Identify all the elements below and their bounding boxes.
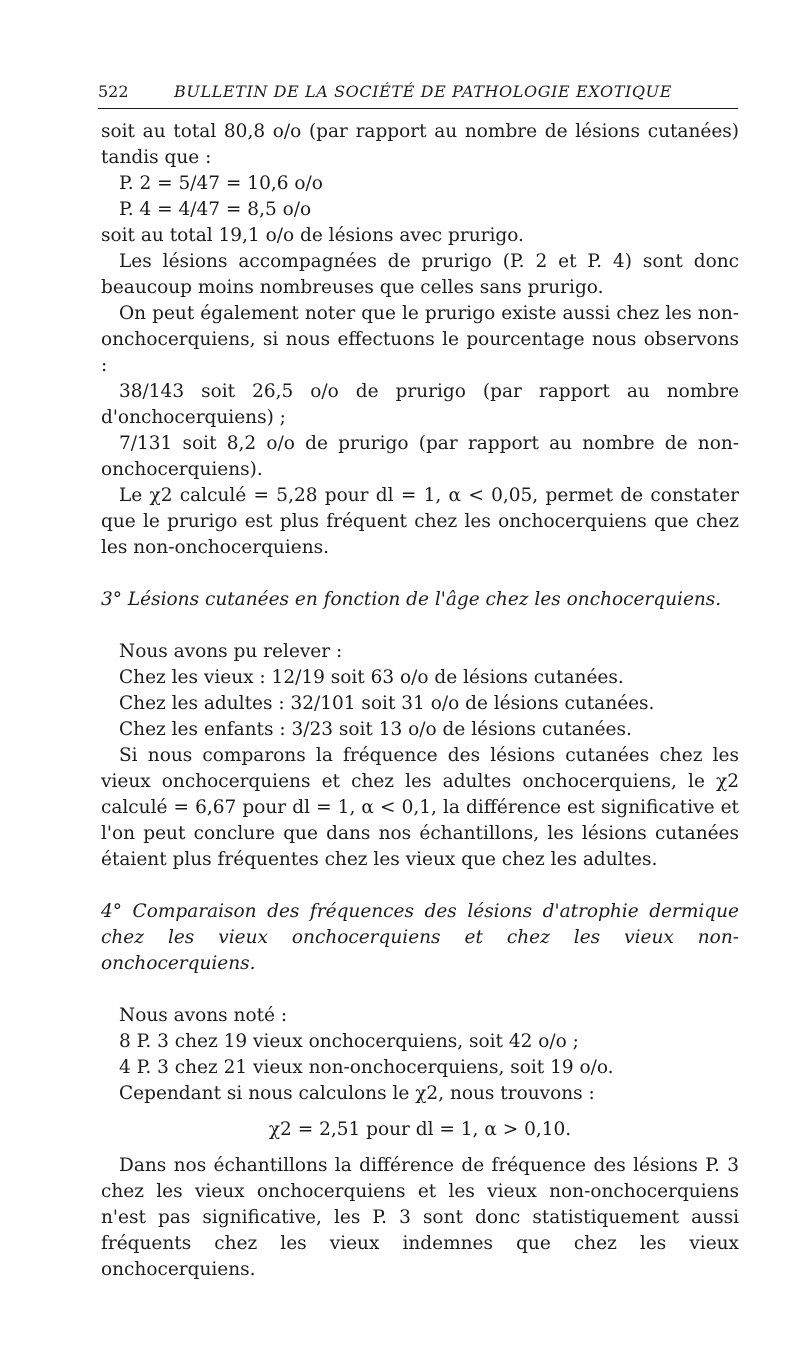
page-number: 522 bbox=[98, 82, 129, 101]
equation-line: χ2 = 2,51 pour dl = 1, α > 0,10. bbox=[268, 1119, 572, 1140]
equation-line: P. 2 = 5/47 = 10,6 o/o bbox=[119, 173, 323, 194]
paragraph: 38/143 soit 26,5 o/o de prurigo (par rapport au nombre d'onchocerquiens) ; bbox=[101, 381, 739, 428]
paragraph: Nous avons pu relever : bbox=[119, 641, 343, 662]
paragraph: Si nous comparons la fréquence des lésions cutanées chez les vieux onchocerquiens et chez les adultes onchocerquiens, le χ2 calculé = 6,67 pour dl = 1, α < 0,1, la différence est significative et l'on peut conclure que dans nos échantillons, les lésions cutanées étaient plus fréquentes chez les vieux que chez les adultes. bbox=[101, 745, 739, 870]
section-heading: 4° Comparaison des fréquences des lésions d'atrophie dermique chez les vieux onchocerquiens et chez les vieux non-onchocerquiens. bbox=[101, 901, 739, 974]
running-header bbox=[98, 82, 738, 109]
section-heading: 3° Lésions cutanées en fonction de l'âge chez les onchocerquiens. bbox=[101, 589, 722, 610]
list-item: Chez les vieux : 12/19 soit 63 o/o de lésions cutanées. bbox=[119, 667, 624, 688]
body-text bbox=[101, 119, 739, 1283]
paragraph: soit au total 19,1 o/o de lésions avec prurigo. bbox=[101, 225, 524, 246]
paragraph: 7/131 soit 8,2 o/o de prurigo (par rapport au nombre de non-onchocerquiens). bbox=[101, 433, 739, 480]
paragraph: Nous avons noté : bbox=[119, 1005, 288, 1026]
list-item: 8 P. 3 chez 19 vieux onchocerquiens, soit 42 o/o ; bbox=[119, 1031, 579, 1052]
list-item: 4 P. 3 chez 21 vieux non-onchocerquiens, soit 19 o/o. bbox=[119, 1057, 614, 1078]
paragraph: On peut également noter que le prurigo existe aussi chez les non-onchocerquiens, si nous effectuons le pourcentage nous observons : bbox=[101, 303, 739, 376]
journal-title: BULLETIN DE LA SOCIÉTÉ DE PATHOLOGIE EXOTIQUE bbox=[174, 82, 672, 101]
paragraph: Cependant si nous calculons le χ2, nous trouvons : bbox=[119, 1083, 595, 1104]
paragraph: soit au total 80,8 o/o (par rapport au nombre de lésions cutanées) tandis que : bbox=[101, 121, 739, 168]
list-item: Chez les adultes : 32/101 soit 31 o/o de lésions cutanées. bbox=[119, 693, 655, 714]
paragraph: Les lésions accompagnées de prurigo (P. 2 et P. 4) sont donc beaucoup moins nombreuses que celles sans prurigo. bbox=[101, 251, 739, 298]
paragraph: Dans nos échantillons la différence de fréquence des lésions P. 3 chez les vieux onchocerquiens et les vieux non-onchocerquiens n'est pas significative, les P. 3 sont donc statistiquement aussi fréquents chez les vieux indemnes que chez les vieux onchocerquiens. bbox=[101, 1155, 739, 1280]
list-item: Chez les enfants : 3/23 soit 13 o/o de lésions cutanées. bbox=[119, 719, 632, 740]
paragraph: Le χ2 calculé = 5,28 pour dl = 1, α < 0,05, permet de constater que le prurigo est plus fréquent chez les onchocerquiens que chez les non-onchocerquiens. bbox=[101, 485, 739, 558]
equation-line: P. 4 = 4/47 = 8,5 o/o bbox=[119, 199, 312, 220]
